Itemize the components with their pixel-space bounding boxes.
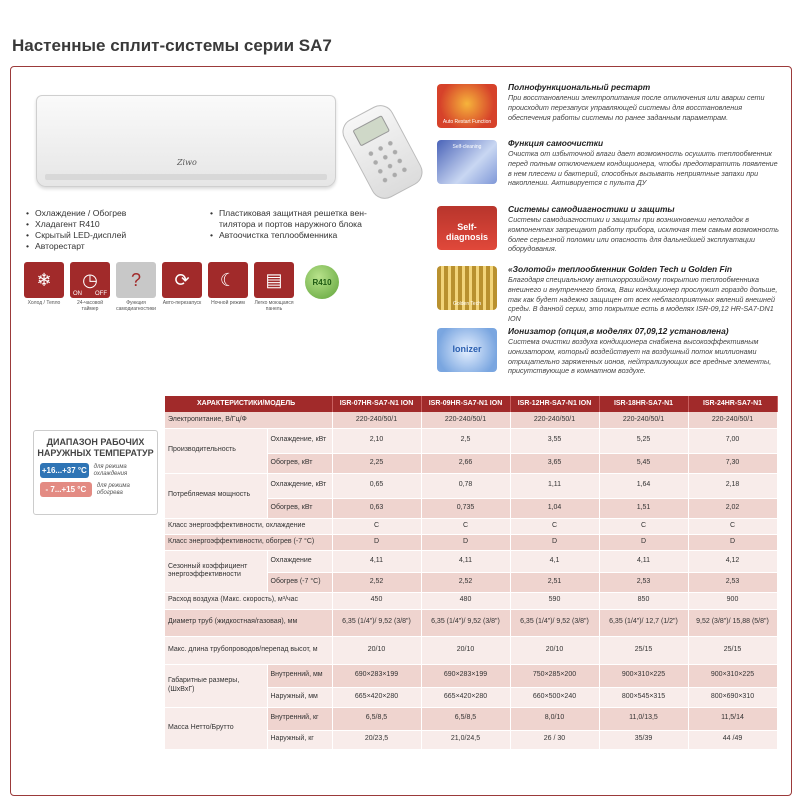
cooling-range-note: для режима охлаждения bbox=[93, 464, 128, 477]
table-cell: 590 bbox=[510, 592, 599, 609]
table-cell: 4,1 bbox=[510, 550, 599, 572]
table-cell: 20/10 bbox=[421, 636, 510, 664]
remote-buttons bbox=[364, 136, 412, 187]
table-cell: 0,63 bbox=[332, 498, 421, 518]
row-sub-label: Обогрев, кВт bbox=[267, 453, 332, 473]
table-cell: 450 bbox=[332, 592, 421, 609]
table-cell: D bbox=[421, 534, 510, 550]
table-cell: 850 bbox=[599, 592, 688, 609]
row-group-label: Сезонный коэффициент энергоэффективности bbox=[165, 550, 267, 592]
row-sub-label: Наружный, мм bbox=[267, 687, 332, 707]
table-cell: 220-240/50/1 bbox=[688, 412, 777, 428]
table-cell: 2,51 bbox=[510, 572, 599, 592]
table-cell: 1,04 bbox=[510, 498, 599, 518]
table-row bbox=[165, 518, 777, 534]
function-washable-panel: ▤ Легко моющаяся панель bbox=[254, 262, 294, 312]
table-cell: 35/39 bbox=[599, 730, 688, 749]
table-cell: 900 bbox=[688, 592, 777, 609]
row-sub-label: Обогрев (-7 °С) bbox=[267, 572, 332, 592]
table-cell: 44 /49 bbox=[688, 730, 777, 749]
table-cell: D bbox=[599, 534, 688, 550]
row-sub-label: Наружный, кг bbox=[267, 730, 332, 749]
table-cell: D bbox=[510, 534, 599, 550]
table-header-characteristics: ХАРАКТЕРИСТИКИ/МОДЕЛЬ bbox=[165, 396, 332, 412]
snowflake-sun-icon: ❄ bbox=[24, 262, 64, 298]
table-cell: 21,0/24,5 bbox=[421, 730, 510, 749]
table-cell: 3,65 bbox=[510, 453, 599, 473]
table-row bbox=[165, 636, 777, 664]
row-group-label: Масса Нетто/Брутто bbox=[165, 707, 267, 749]
table-cell: 25/15 bbox=[599, 636, 688, 664]
table-row bbox=[165, 412, 777, 428]
table-cell: 2,18 bbox=[688, 473, 777, 498]
table-cell: 690×283×199 bbox=[421, 664, 510, 687]
table-cell: 4,11 bbox=[599, 550, 688, 572]
panel-icon: ▤ bbox=[254, 262, 294, 298]
table-cell: D bbox=[688, 534, 777, 550]
specifications-table bbox=[165, 396, 778, 750]
function-auto-restart: ⟳ Авто-перезапуск bbox=[162, 262, 202, 312]
feature-list-left bbox=[26, 208, 126, 252]
function-icons bbox=[24, 262, 294, 312]
row-group-label: Производительность bbox=[165, 428, 267, 473]
row-sub-label: Охлаждение, кВт bbox=[267, 473, 332, 498]
table-cell: 1,11 bbox=[510, 473, 599, 498]
table-cell: 20/10 bbox=[332, 636, 421, 664]
feature-item: • Скрытый LED-дисплей bbox=[26, 230, 126, 241]
restart-thumb-icon: Auto Restart Function bbox=[437, 84, 497, 128]
table-cell: 2,02 bbox=[688, 498, 777, 518]
table-cell: 11,5/14 bbox=[688, 707, 777, 730]
r410-badge: R410 bbox=[305, 265, 339, 299]
feature-item: • Охлаждение / Обогрев bbox=[26, 208, 126, 219]
table-cell: 5,25 bbox=[599, 428, 688, 453]
row-sub-label: Охлаждение bbox=[267, 550, 332, 572]
table-cell: 480 bbox=[421, 592, 510, 609]
table-cell: 20/10 bbox=[510, 636, 599, 664]
table-cell: 665×420×280 bbox=[421, 687, 510, 707]
temperature-range-box bbox=[33, 430, 158, 515]
table-row bbox=[165, 664, 777, 687]
table-cell: 1,51 bbox=[599, 498, 688, 518]
table-header-model: ISR-09HR-SA7-N1 ION bbox=[421, 396, 510, 412]
row-label: Диаметр труб (жидкостная/газовая), мм bbox=[165, 609, 332, 636]
table-cell: 665×420×280 bbox=[332, 687, 421, 707]
table-cell: 2,25 bbox=[332, 453, 421, 473]
table-cell: 800×545×315 bbox=[599, 687, 688, 707]
table-cell: 6,35 (1/4")/ 9,52 (3/8") bbox=[510, 609, 599, 636]
table-cell: 0,65 bbox=[332, 473, 421, 498]
row-label: Макс. длина трубопроводов/перепад высот, м bbox=[165, 636, 332, 664]
cooling-range-badge: +16...+37 °С bbox=[40, 463, 89, 478]
table-cell: 2,52 bbox=[421, 572, 510, 592]
table-cell: 2,5 bbox=[421, 428, 510, 453]
table-cell: 5,45 bbox=[599, 453, 688, 473]
unit-logo: Ziwo bbox=[177, 158, 197, 167]
table-cell: 2,52 bbox=[332, 572, 421, 592]
table-cell: 220-240/50/1 bbox=[332, 412, 421, 428]
table-cell: 660×500×240 bbox=[510, 687, 599, 707]
table-cell: C bbox=[510, 518, 599, 534]
table-cell: 0,78 bbox=[421, 473, 510, 498]
table-cell: 6,35 (1/4")/ 12,7 (1/2") bbox=[599, 609, 688, 636]
table-header-model: ISR-24HR-SA7-N1 bbox=[688, 396, 777, 412]
table-cell: 11,0/13,5 bbox=[599, 707, 688, 730]
heating-range-badge: - 7...+15 °С bbox=[40, 482, 92, 497]
table-cell: 7,00 bbox=[688, 428, 777, 453]
table-header-row bbox=[165, 396, 777, 412]
table-cell: 900×310×225 bbox=[688, 664, 777, 687]
table-cell: C bbox=[688, 518, 777, 534]
table-row bbox=[165, 473, 777, 498]
table-cell: 6,35 (1/4")/ 9,52 (3/8") bbox=[332, 609, 421, 636]
table-cell: 220-240/50/1 bbox=[599, 412, 688, 428]
row-sub-label: Обогрев, кВт bbox=[267, 498, 332, 518]
row-group-label: Габаритные размеры, (ШхВхГ) bbox=[165, 664, 267, 707]
table-row bbox=[165, 592, 777, 609]
feature-item: • Хладагент R410 bbox=[26, 219, 126, 230]
table-cell: D bbox=[332, 534, 421, 550]
row-label: Электропитание, В/Гц/Ф bbox=[165, 412, 332, 428]
heating-range-note: для режима обогрева bbox=[96, 483, 130, 496]
table-cell: 25/15 bbox=[688, 636, 777, 664]
table-cell: 750×285×200 bbox=[510, 664, 599, 687]
table-cell: C bbox=[421, 518, 510, 534]
row-label: Класс энергоэффективности, обогрев (-7 °C) bbox=[165, 534, 332, 550]
restart-icon: ⟳ bbox=[162, 262, 202, 298]
golden-tech-thumb-icon: Golden Tech bbox=[437, 266, 497, 310]
table-cell: 6,5/8,5 bbox=[332, 707, 421, 730]
row-label: Расход воздуха (Макс. скорость), м³/час bbox=[165, 592, 332, 609]
table-cell: 900×310×225 bbox=[599, 664, 688, 687]
table-cell: 220-240/50/1 bbox=[421, 412, 510, 428]
table-header-model: ISR-07HR-SA7-N1 ION bbox=[332, 396, 421, 412]
table-cell: 3,55 bbox=[510, 428, 599, 453]
diagnosis-icon: ? bbox=[116, 262, 156, 298]
row-sub-label: Внутренний, кг bbox=[267, 707, 332, 730]
ionizer-thumb-icon: Ionizer bbox=[437, 328, 497, 372]
table-cell: 2,53 bbox=[599, 572, 688, 592]
feature-item: • Автоочистка теплообменника bbox=[210, 230, 367, 241]
table-cell: 9,52 (3/8")/ 15,88 (5/8") bbox=[688, 609, 777, 636]
row-label: Класс энергоэффективности, охлаждение bbox=[165, 518, 332, 534]
table-cell: 2,10 bbox=[332, 428, 421, 453]
table-cell: 690×283×199 bbox=[332, 664, 421, 687]
table-cell: 220-240/50/1 bbox=[510, 412, 599, 428]
table-cell: 0,735 bbox=[421, 498, 510, 518]
moon-icon: ☾ bbox=[208, 262, 248, 298]
table-cell: C bbox=[599, 518, 688, 534]
function-night-mode: ☾ Ночной режим bbox=[208, 262, 248, 312]
table-header-model: ISR-18HR-SA7-N1 bbox=[599, 396, 688, 412]
page-title: Настенные сплит-системы серии SA7 bbox=[12, 36, 332, 55]
function-self-diagnosis: ? Функция самодиагностики bbox=[116, 262, 156, 312]
table-header-model: ISR-12HR-SA7-N1 ION bbox=[510, 396, 599, 412]
table-cell: 4,11 bbox=[332, 550, 421, 572]
feature-item: • Авторестарт bbox=[26, 241, 126, 252]
clock-icon: ◷ ON OFF bbox=[70, 262, 110, 298]
function-timer: ◷ ON OFF 24-часовой таймер bbox=[70, 262, 110, 312]
self-cleaning-thumb-icon: Self-cleaning bbox=[437, 140, 497, 184]
table-cell: 6,35 (1/4")/ 9,52 (3/8") bbox=[421, 609, 510, 636]
temperature-range-title: ДИАПАЗОН РАБОЧИХ НАРУЖНЫХ ТЕМПЕРАТУР bbox=[37, 437, 154, 458]
table-cell: 2,53 bbox=[688, 572, 777, 592]
indoor-unit-image bbox=[36, 95, 336, 187]
table-row bbox=[165, 534, 777, 550]
feature-list-right bbox=[210, 208, 367, 241]
table-cell: 4,11 bbox=[421, 550, 510, 572]
function-cold-heat: ❄ Холод / Тепло bbox=[24, 262, 64, 312]
unit-vent bbox=[45, 174, 327, 180]
table-cell: 7,30 bbox=[688, 453, 777, 473]
table-cell: 800×690×310 bbox=[688, 687, 777, 707]
table-cell: 1,64 bbox=[599, 473, 688, 498]
table-row bbox=[165, 609, 777, 636]
feature-item: • Пластиковая защитная решетка вен- тилятора и портов наружного блока bbox=[210, 208, 367, 230]
row-group-label: Потребляемая мощность bbox=[165, 473, 267, 518]
table-cell: 6,5/8,5 bbox=[421, 707, 510, 730]
self-diagnosis-thumb-icon: Self-diagnosis bbox=[437, 206, 497, 250]
table-row bbox=[165, 550, 777, 572]
table-cell: 26 / 30 bbox=[510, 730, 599, 749]
table-cell: 2,66 bbox=[421, 453, 510, 473]
table-cell: 8,0/10 bbox=[510, 707, 599, 730]
row-sub-label: Внутренний, мм bbox=[267, 664, 332, 687]
table-row bbox=[165, 707, 777, 730]
row-sub-label: Охлаждение, кВт bbox=[267, 428, 332, 453]
table-row bbox=[165, 428, 777, 453]
table-cell: 20/23,5 bbox=[332, 730, 421, 749]
table-cell: C bbox=[332, 518, 421, 534]
table-cell: 4,12 bbox=[688, 550, 777, 572]
